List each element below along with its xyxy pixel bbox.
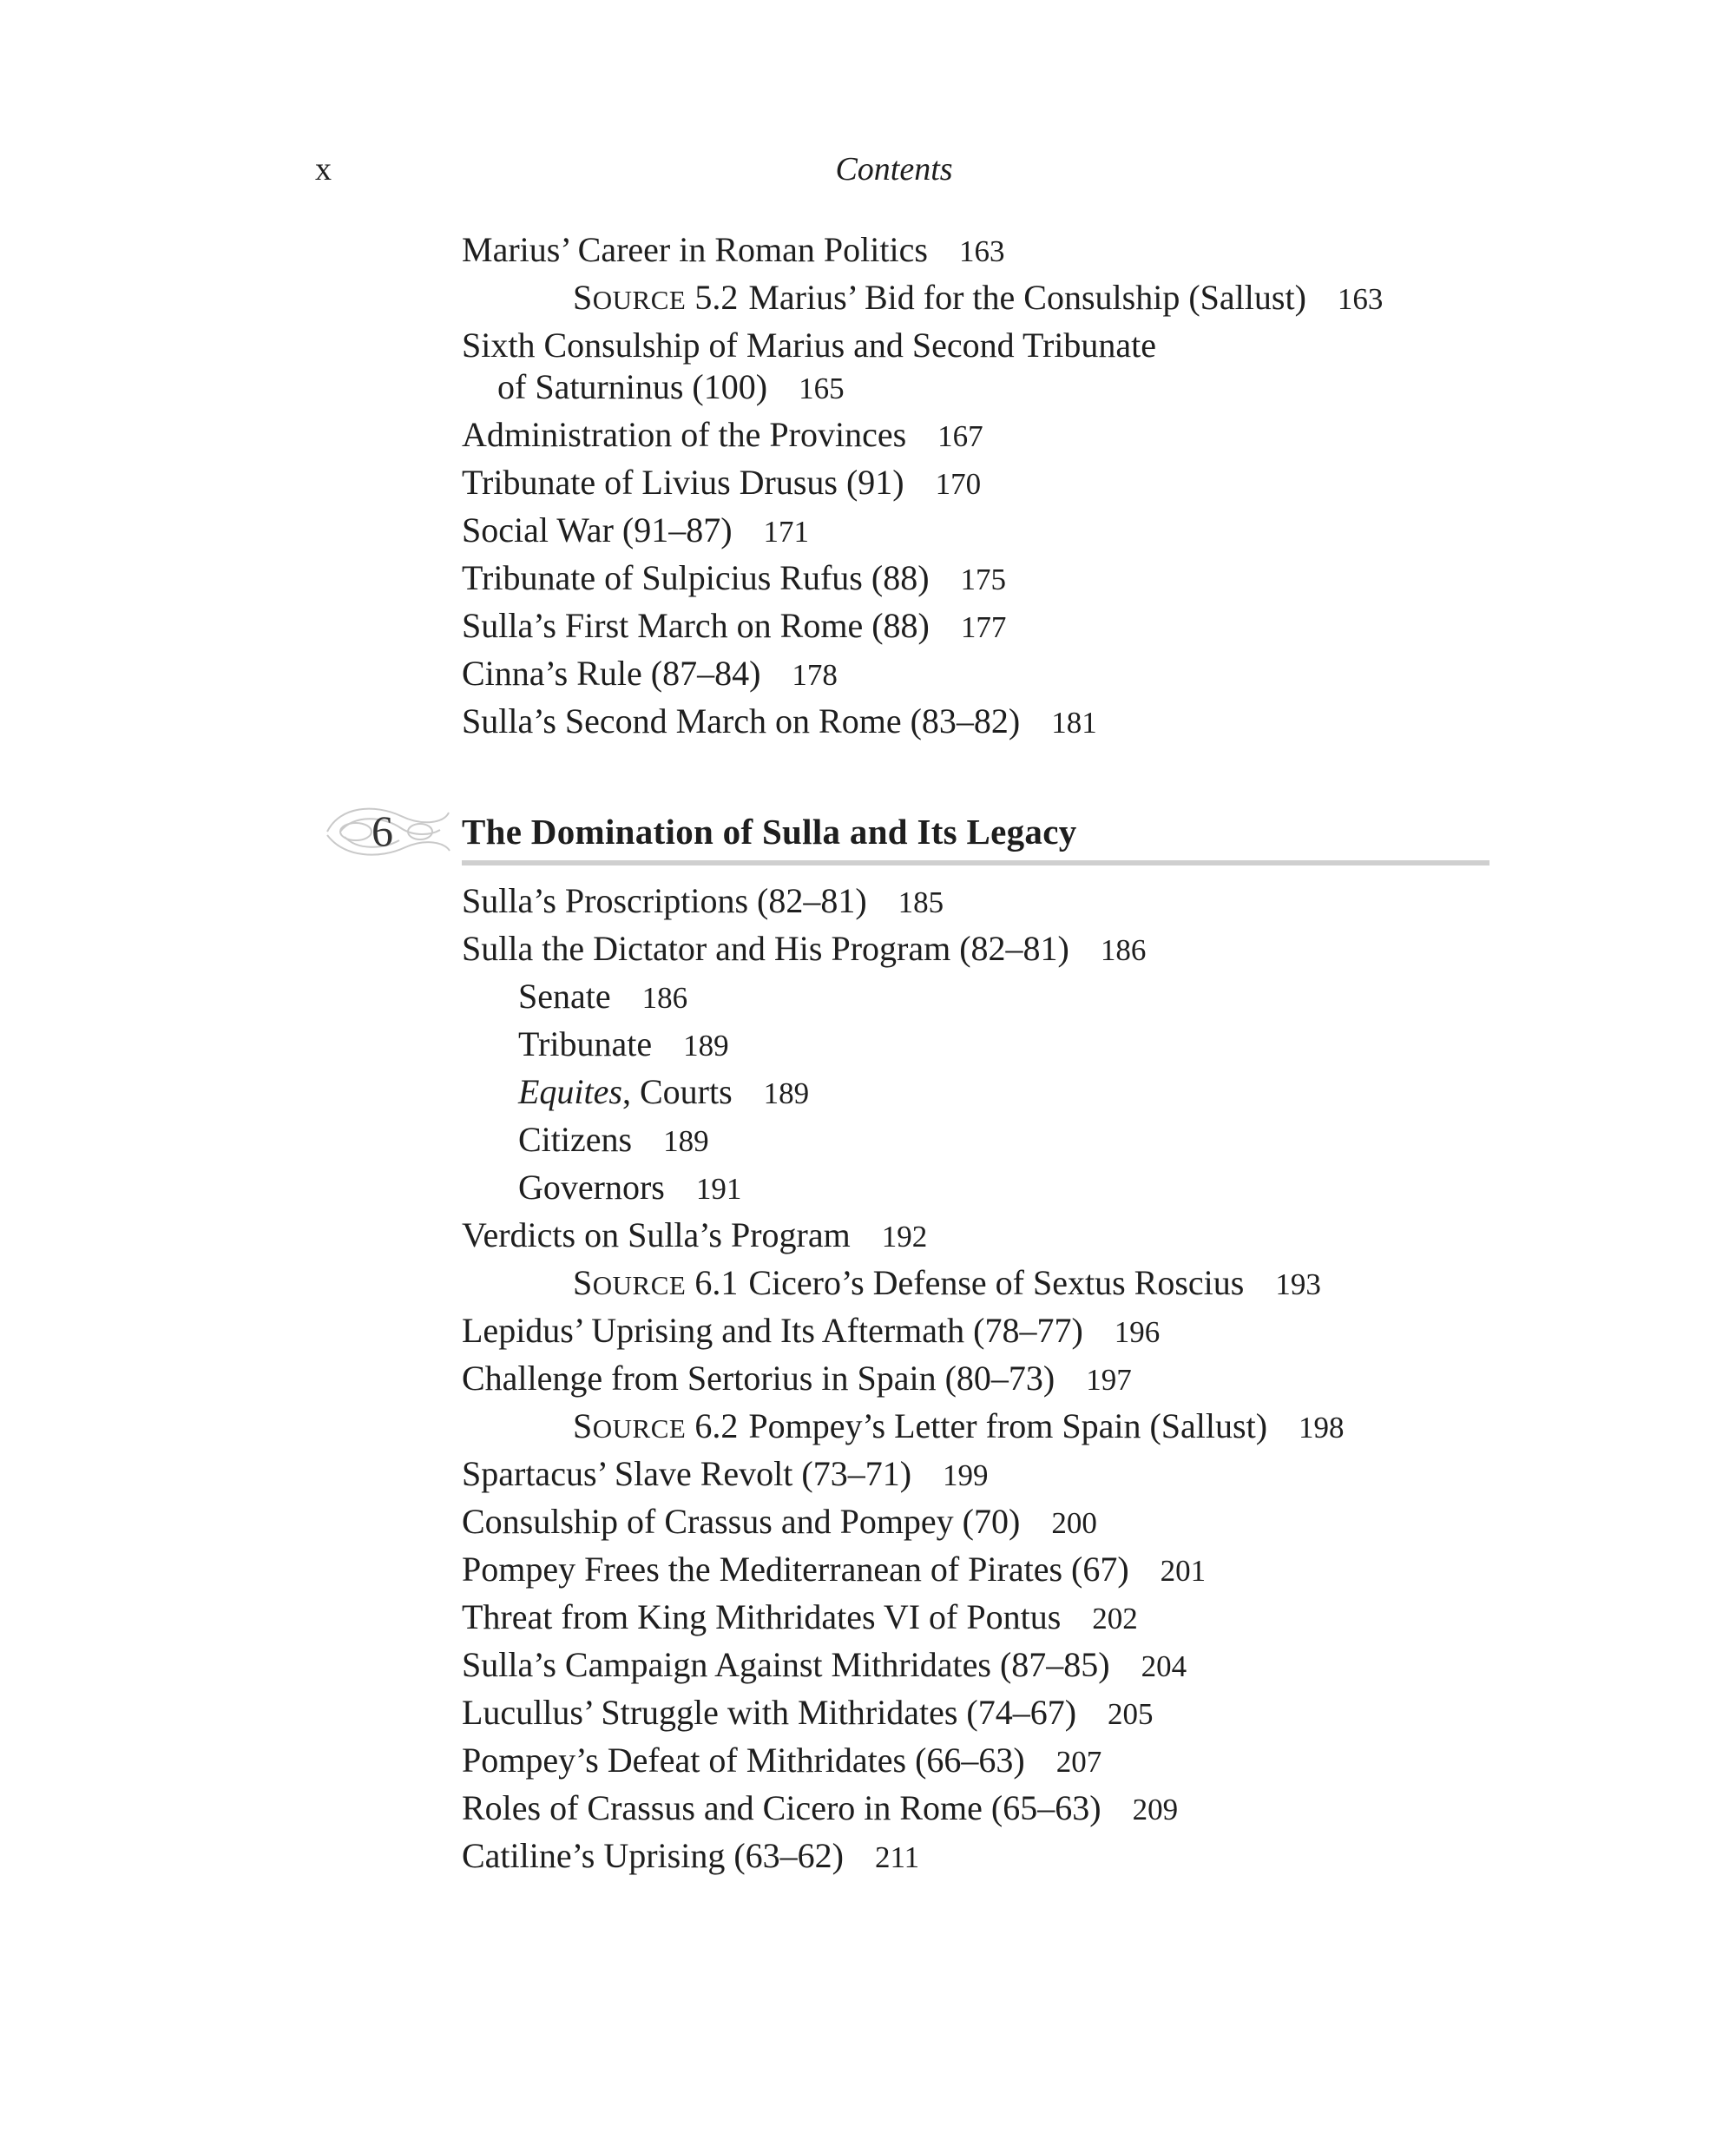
toc-entry-page: 189: [763, 1076, 810, 1110]
toc-entry-page: 177: [960, 610, 1007, 644]
toc-entry-page: 199: [943, 1458, 989, 1492]
toc-entry-page: 186: [1100, 933, 1147, 967]
toc-entry-title: Pompey’s Letter from Spain (Sallust): [748, 1406, 1268, 1445]
toc-entry-title: Tribunate: [518, 1024, 653, 1063]
toc-entry-page: 200: [1051, 1506, 1097, 1540]
chapter-title: The Domination of Sulla and Its Legacy: [462, 812, 1077, 852]
toc-entry[interactable]: [462, 1736, 1101, 1786]
toc-entry-title: Sulla the Dictator and His Program (82–81): [462, 929, 1069, 968]
toc-entry[interactable]: [462, 554, 1006, 603]
toc-entry-page: 196: [1114, 1315, 1161, 1349]
page-number: x: [315, 151, 332, 188]
toc-entry[interactable]: [462, 411, 983, 460]
toc-entry-page: 175: [960, 563, 1007, 596]
toc-entry-page: 207: [1055, 1745, 1102, 1779]
toc-entry[interactable]: [462, 602, 1006, 651]
toc-entry[interactable]: [462, 1832, 919, 1881]
toc-subentry[interactable]: [518, 1068, 809, 1117]
toc-entry-page: 163: [958, 234, 1005, 268]
toc-entry-title-italic: Equites: [518, 1072, 622, 1111]
toc-entry-title: Sulla’s First March on Rome (88): [462, 606, 930, 645]
toc-entry[interactable]: [462, 925, 1146, 974]
toc-entry-title: Roles of Crassus and Cicero in Rome (65–63): [462, 1788, 1101, 1827]
toc-entry-page: 167: [937, 419, 983, 453]
toc-entry-title: Consulship of Crassus and Pompey (70): [462, 1502, 1021, 1541]
toc-entry[interactable]: [462, 877, 944, 926]
toc-subentry[interactable]: [518, 1020, 729, 1070]
chapter-number: 6: [372, 806, 393, 855]
toc-source-entry[interactable]: [573, 1402, 1345, 1452]
toc-entry-page: 209: [1132, 1793, 1179, 1826]
toc-entry-title: Lucullus’ Struggle with Mithridates (74–67): [462, 1693, 1077, 1732]
toc-entry-title: Senate: [518, 977, 611, 1016]
chapter-heading[interactable]: [312, 797, 1493, 868]
toc-source-entry[interactable]: [573, 1259, 1321, 1309]
toc-entry-title: Administration of the Provinces: [462, 415, 907, 454]
toc-subentry[interactable]: [518, 972, 687, 1022]
source-number: 6.1: [694, 1263, 739, 1302]
toc-entry-page: 205: [1108, 1697, 1154, 1731]
toc-entry-title: Threat from King Mithridates VI of Pontus: [462, 1597, 1062, 1636]
toc-entry-title: Cicero’s Defense of Sextus Roscius: [748, 1263, 1245, 1302]
toc-entry-page: 185: [898, 885, 944, 919]
toc-entry-title: Verdicts on Sulla’s Program: [462, 1215, 851, 1254]
toc-entry[interactable]: [462, 1450, 989, 1499]
source-label-initial: S: [573, 1263, 593, 1302]
toc-entry-page: 189: [663, 1124, 709, 1158]
toc-entry[interactable]: [462, 697, 1097, 747]
page-header: [0, 148, 1736, 191]
toc-source-entry[interactable]: [573, 273, 1383, 324]
toc-entry-title: Cinna’s Rule (87–84): [462, 654, 761, 693]
toc-entry-title: Challenge from Sertorius in Spain (80–73): [462, 1359, 1055, 1398]
toc-entry[interactable]: [462, 506, 809, 556]
toc-entry-page: 197: [1086, 1363, 1132, 1397]
toc-entry-page: 165: [799, 372, 845, 405]
toc-entry-title: Catiline’s Uprising (63–62): [462, 1836, 844, 1875]
toc-entry[interactable]: [462, 1688, 1154, 1738]
toc-entry-title: Lepidus’ Uprising and Its Aftermath (78–77): [462, 1311, 1083, 1350]
source-label: OURCE: [592, 1413, 687, 1444]
toc-entry-page: 198: [1299, 1411, 1345, 1445]
toc-entry-title: Sulla’s Campaign Against Mithridates (87–85): [462, 1645, 1110, 1684]
toc-entry-title-continued: of Saturninus (100): [497, 367, 768, 406]
toc-entry[interactable]: [462, 1354, 1132, 1404]
toc-entry-title: Sulla’s Proscriptions (82–81): [462, 881, 867, 920]
toc-entry-page: 181: [1051, 706, 1097, 740]
toc-entry-title: Governors: [518, 1168, 665, 1207]
source-number: 5.2: [694, 278, 739, 317]
toc-entry-page: 201: [1160, 1554, 1207, 1588]
toc-subentry[interactable]: [518, 1116, 709, 1165]
source-number: 6.2: [694, 1406, 739, 1445]
source-label: OURCE: [592, 285, 687, 315]
toc-entry-page: 171: [763, 515, 810, 549]
toc-entry-page: 186: [641, 981, 688, 1015]
toc-entry[interactable]: [462, 1593, 1138, 1642]
toc-entry[interactable]: [462, 321, 1156, 369]
toc-subentry[interactable]: [518, 1163, 741, 1213]
toc-entry-title: Pompey Frees the Mediterranean of Pirates (67): [462, 1550, 1129, 1589]
toc-entry-page: 191: [695, 1172, 742, 1206]
toc-entry-page: 193: [1275, 1267, 1321, 1301]
toc-entry-title: Sulla’s Second March on Rome (83–82): [462, 701, 1021, 740]
toc-entry-page: 189: [683, 1029, 729, 1063]
toc-entry[interactable]: [462, 1641, 1187, 1690]
toc-entry-title: Sixth Consulship of Marius and Second Tribunate: [462, 326, 1157, 365]
toc-entry[interactable]: [462, 458, 981, 508]
running-head: Contents: [835, 151, 953, 188]
toc-entry-continuation[interactable]: [497, 363, 845, 412]
toc-entry-page: 178: [792, 658, 838, 692]
toc-entry[interactable]: [462, 226, 1004, 275]
toc-entry-title: Marius’ Bid for the Consulship (Sallust): [748, 278, 1306, 317]
toc-entry-title: Marius’ Career in Roman Politics: [462, 230, 928, 269]
toc-entry-page: 192: [881, 1220, 928, 1254]
toc-entry-title: Spartacus’ Slave Revolt (73–71): [462, 1454, 912, 1493]
toc-entry-page: 170: [935, 467, 982, 501]
toc-entry-title: Social War (91–87): [462, 510, 733, 550]
toc-entry-title: Citizens: [518, 1120, 633, 1159]
toc-entry[interactable]: [462, 1306, 1160, 1356]
source-label-initial: S: [573, 278, 593, 317]
chapter-title-rule: [462, 860, 1489, 865]
toc-entry-title: Tribunate of Sulpicius Rufus (88): [462, 558, 930, 597]
source-label: OURCE: [592, 1270, 687, 1300]
toc-entry-page: 163: [1337, 282, 1384, 316]
toc-entry[interactable]: [462, 1545, 1206, 1595]
toc-entry-title: , Courts: [621, 1072, 733, 1111]
toc-entry[interactable]: [462, 1784, 1178, 1833]
toc-entry-page: 202: [1092, 1602, 1138, 1636]
toc-entry[interactable]: [462, 1497, 1097, 1547]
toc-entry-page: 211: [874, 1840, 920, 1874]
toc-entry[interactable]: [462, 649, 838, 699]
toc-entry-title: Pompey’s Defeat of Mithridates (66–63): [462, 1741, 1025, 1780]
source-label-initial: S: [573, 1406, 593, 1445]
toc-entry[interactable]: [462, 1211, 927, 1260]
toc-entry-page: 204: [1141, 1649, 1187, 1683]
toc-entry-title: Tribunate of Livius Drusus (91): [462, 463, 904, 502]
